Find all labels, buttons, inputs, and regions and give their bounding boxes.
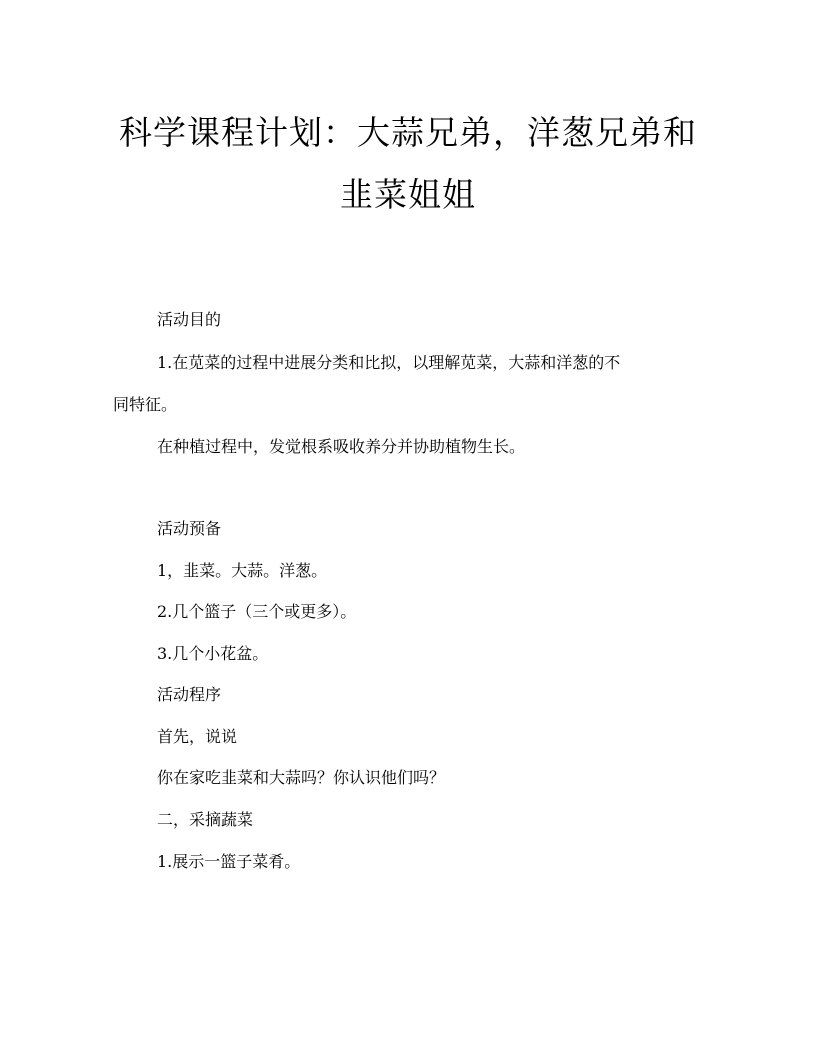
section-heading-activity-procedure: 活动程序 — [157, 685, 222, 704]
section-heading-activity-goal: 活动目的 — [157, 310, 222, 329]
procedure-step-1-heading: 首先，说说 — [157, 727, 238, 746]
prep-item-2: 2.几个篮子（三个或更多）。 — [157, 602, 357, 621]
prep-item-3: 3.几个小花盆。 — [157, 644, 269, 663]
procedure-step-2-heading: 二，采摘蔬菜 — [157, 810, 254, 829]
document-title-line-1: 科学课程计划：大蒜兄弟，洋葱兄弟和 — [119, 113, 697, 152]
procedure-step-1-text: 你在家吃韭菜和大蒜吗？你认识他们吗？ — [157, 768, 446, 787]
document-title-line-2: 韭菜姐姐 — [340, 175, 476, 214]
procedure-step-2-item-1: 1.展示一篮子菜肴。 — [157, 852, 301, 871]
goal-item-2: 在种植过程中，发觉根系吸收养分并协助植物生长。 — [157, 437, 526, 456]
section-heading-activity-prep: 活动预备 — [157, 519, 222, 538]
goal-item-1-line-1: 1.在苋菜的过程中进展分类和比拟，以理解苋菜，大蒜和洋葱的不 — [157, 353, 621, 372]
prep-item-1: 1，韭菜。大蒜。洋葱。 — [157, 561, 328, 580]
goal-item-1-line-2: 同特征。 — [113, 395, 178, 414]
